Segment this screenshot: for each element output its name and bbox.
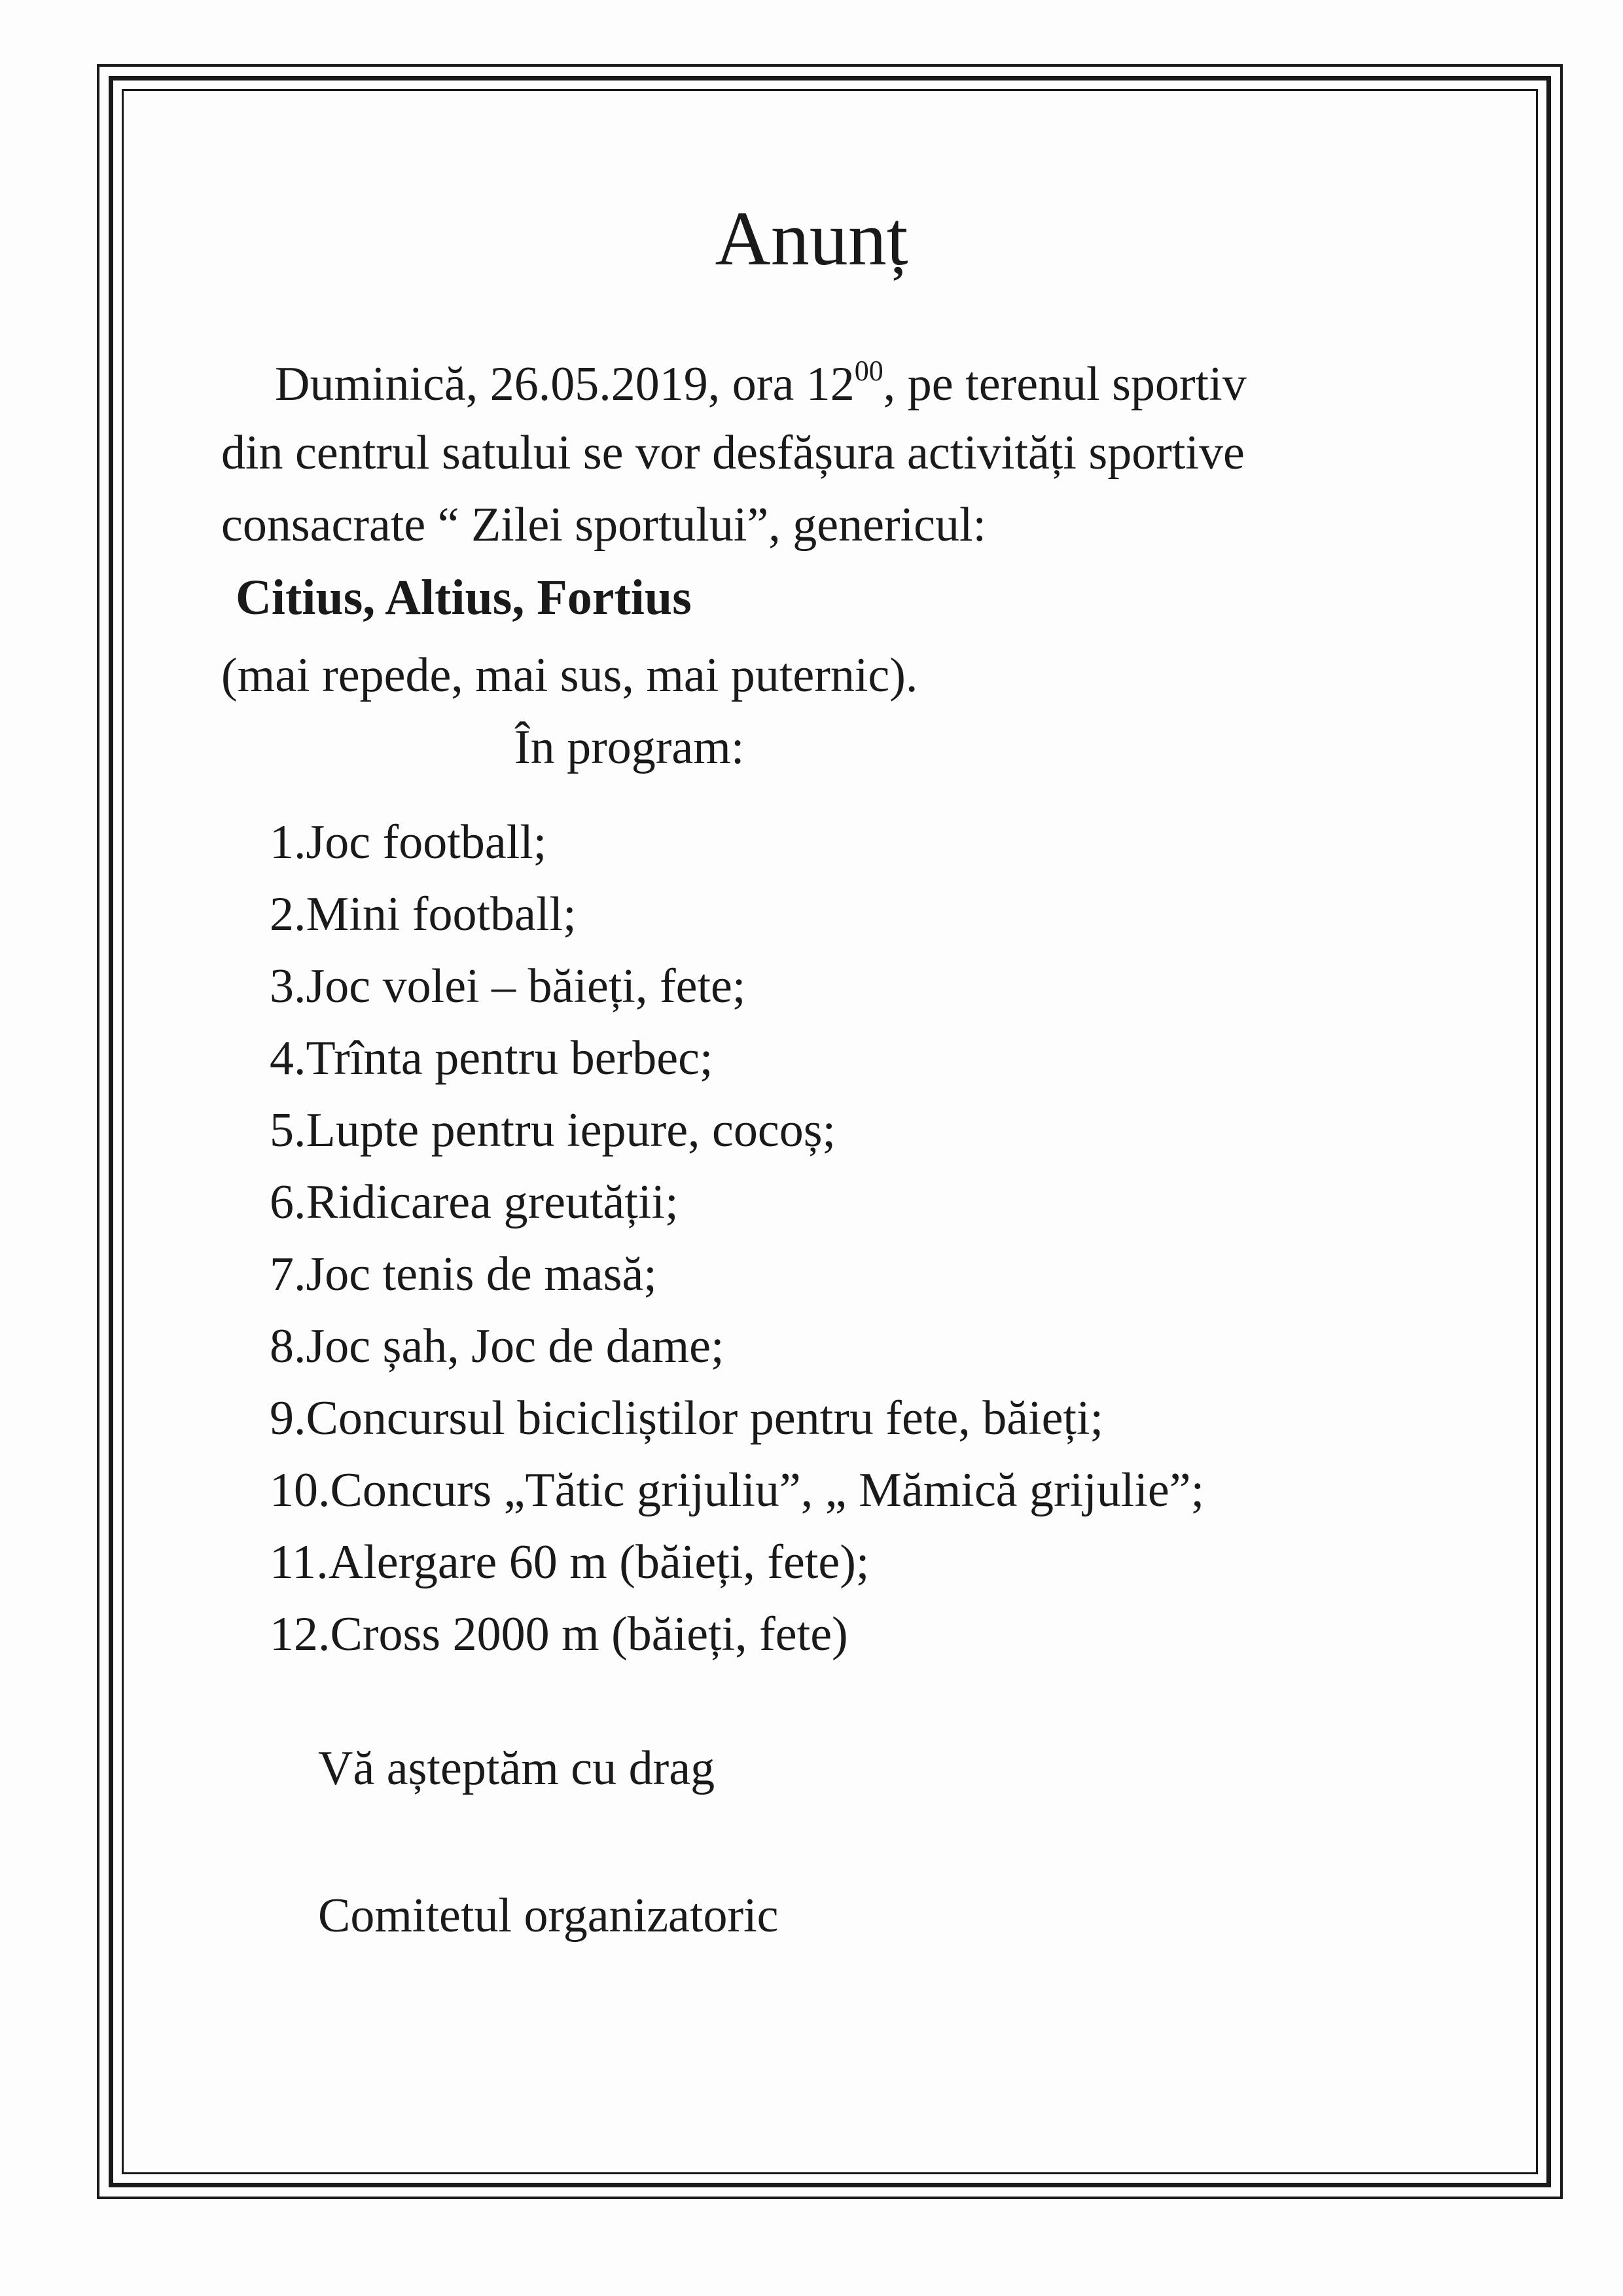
program-item bbox=[270, 1535, 869, 1590]
program-item bbox=[270, 1103, 836, 1158]
program-item-number: 10. bbox=[270, 1463, 330, 1517]
program-item bbox=[270, 887, 577, 942]
program-item bbox=[270, 1175, 679, 1230]
program-item-number: 11. bbox=[270, 1535, 329, 1589]
program-item bbox=[270, 1247, 657, 1302]
announcement-title: Anunț bbox=[715, 196, 908, 281]
program-item-text: Concurs „Tătic grijuliu”, „ Mămică grijulie”; bbox=[330, 1463, 1205, 1517]
intro-line-2: din centrul satului se vor desfășura activități sportive bbox=[221, 426, 1245, 480]
program-item-text: Trînta pentru berbec; bbox=[306, 1031, 713, 1085]
program-item-number: 8. bbox=[270, 1319, 306, 1373]
closing-line: Vă așteptăm cu drag bbox=[318, 1742, 715, 1795]
program-item bbox=[270, 1463, 1204, 1518]
program-item-text: Joc tenis de masă; bbox=[306, 1247, 657, 1301]
intro-line-1-start: Duminică, 26.05.2019, ora 12 bbox=[275, 357, 855, 411]
program-item-number: 6. bbox=[270, 1175, 306, 1229]
program-item bbox=[270, 815, 546, 870]
intro-line-1 bbox=[275, 357, 1247, 412]
program-item-text: Joc șah, Joc de dame; bbox=[306, 1319, 724, 1373]
motto-translation: (mai repede, mai sus, mai puternic). bbox=[221, 649, 918, 702]
program-item bbox=[270, 959, 745, 1014]
program-item-number: 7. bbox=[270, 1247, 306, 1301]
program-item-number: 2. bbox=[270, 888, 306, 941]
program-item-number: 3. bbox=[270, 960, 306, 1013]
program-item bbox=[270, 1607, 848, 1662]
program-item-number: 5. bbox=[270, 1103, 306, 1157]
program-item-number: 4. bbox=[270, 1031, 306, 1085]
intro-line-1-end: , pe terenul sportiv bbox=[883, 357, 1247, 411]
signature-line: Comitetul organizatoric bbox=[318, 1889, 779, 1943]
program-item-text: Cross 2000 m (băieți, fete) bbox=[330, 1607, 848, 1661]
program-item bbox=[270, 1031, 713, 1086]
intro-line-3: consacrate “ Zilei sportului”, genericul: bbox=[221, 498, 987, 552]
program-item-text: Joc volei – băieți, fete; bbox=[306, 960, 746, 1013]
program-item-text: Joc football; bbox=[306, 816, 547, 869]
program-item-text: Mini football; bbox=[306, 888, 577, 941]
program-item-text: Concursul bicicliștilor pentru fete, băieți; bbox=[306, 1391, 1104, 1445]
program-item bbox=[270, 1319, 724, 1374]
program-item-number: 9. bbox=[270, 1391, 306, 1445]
program-item bbox=[270, 1391, 1103, 1446]
program-item-text: Ridicarea greutății; bbox=[306, 1175, 679, 1229]
program-heading: În program: bbox=[514, 721, 745, 774]
program-item-number: 12. bbox=[270, 1607, 330, 1661]
motto: Citius, Altius, Fortius bbox=[236, 570, 692, 625]
program-item-number: 1. bbox=[270, 816, 306, 869]
program-item-text: Lupte pentru iepure, cocoș; bbox=[306, 1103, 836, 1157]
time-minutes-superscript: 00 bbox=[854, 355, 883, 387]
program-item-text: Alergare 60 m (băieți, fete); bbox=[328, 1535, 870, 1589]
